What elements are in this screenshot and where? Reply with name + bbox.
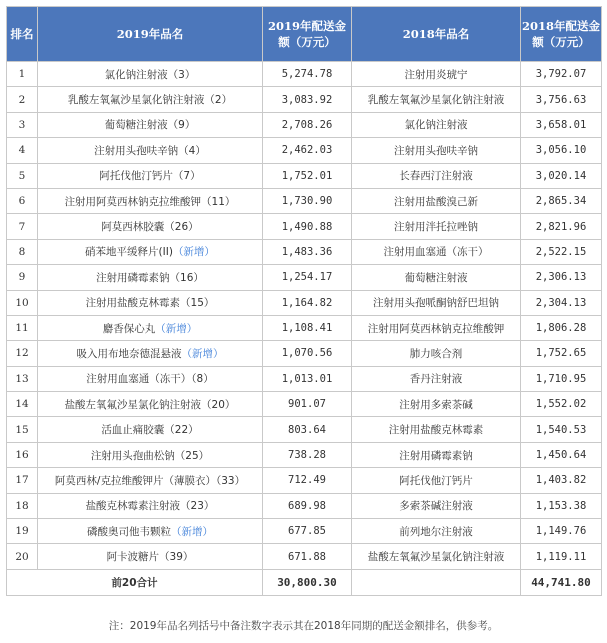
rank-cell: 15 bbox=[7, 417, 38, 442]
drug-name-2019: 葡萄糖注射液（9） bbox=[104, 119, 196, 132]
table-row bbox=[7, 265, 602, 290]
rank-cell: 17 bbox=[7, 468, 38, 493]
name-2018-cell: 注射用头孢哌酮钠舒巴坦钠 bbox=[352, 290, 521, 315]
name-2019-cell bbox=[38, 239, 263, 264]
name-2018-cell: 乳酸左氧氟沙星氯化钠注射液 bbox=[352, 87, 521, 112]
drug-name-2019: 阿托伐他汀钙片（7） bbox=[99, 170, 201, 183]
drug-name-2019: 注射用盐酸克林霉素（15） bbox=[85, 297, 215, 310]
amount-2018-cell: 1,752.65 bbox=[521, 341, 602, 366]
amount-2018-cell: 3,756.63 bbox=[521, 87, 602, 112]
drug-name-2019: 盐酸左氧氟沙星氯化钠注射液（20） bbox=[64, 398, 236, 411]
name-2018-cell: 长春西汀注射液 bbox=[352, 163, 521, 188]
amount-2019-cell: 1,483.36 bbox=[263, 239, 352, 264]
name-2019-cell bbox=[38, 138, 263, 163]
name-2018-cell: 注射用多索茶碱 bbox=[352, 392, 521, 417]
rank-cell: 4 bbox=[7, 138, 38, 163]
name-2019-cell bbox=[38, 265, 263, 290]
total-amount-2019: 30,800.30 bbox=[263, 569, 352, 595]
name-2019-cell bbox=[38, 468, 263, 493]
name-2018-cell: 前列地尔注射液 bbox=[352, 519, 521, 544]
rank-cell: 6 bbox=[7, 188, 38, 213]
amount-2018-cell: 1,710.95 bbox=[521, 366, 602, 391]
amount-2019-cell: 738.28 bbox=[263, 442, 352, 467]
name-2019-cell bbox=[38, 519, 263, 544]
rank-cell: 20 bbox=[7, 544, 38, 569]
name-2018-cell: 注射用炎琥宁 bbox=[352, 62, 521, 87]
table-row bbox=[7, 315, 602, 340]
name-2018-cell: 肺力咳合剂 bbox=[352, 341, 521, 366]
new-tag: （新增） bbox=[155, 322, 198, 335]
rank-cell: 13 bbox=[7, 366, 38, 391]
total-empty-cell bbox=[352, 569, 521, 595]
table-body bbox=[7, 62, 602, 570]
amount-2019-cell: 1,254.17 bbox=[263, 265, 352, 290]
name-2018-cell: 盐酸左氧氟沙星氯化钠注射液 bbox=[352, 544, 521, 569]
table-row bbox=[7, 417, 602, 442]
total-amount-2018: 44,741.80 bbox=[521, 569, 602, 595]
amount-2018-cell: 3,658.01 bbox=[521, 112, 602, 137]
total-row bbox=[7, 569, 602, 595]
header-name-2018: 2018年品名 bbox=[352, 7, 521, 62]
footnote: 注：2019年品名列括号中备注数字表示其在2018年同期的配送金额排名，供参考。 bbox=[108, 620, 499, 632]
amount-2019-cell: 803.64 bbox=[263, 417, 352, 442]
table-row bbox=[7, 62, 602, 87]
rank-cell: 9 bbox=[7, 265, 38, 290]
header-row bbox=[7, 7, 602, 62]
ranking-table bbox=[6, 6, 602, 596]
drug-name-2019: 麝香保心丸 bbox=[102, 322, 156, 335]
name-2019-cell bbox=[38, 341, 263, 366]
drug-name-2019: 乳酸左氧氟沙星氯化钠注射液（2） bbox=[67, 94, 233, 107]
amount-2018-cell: 3,056.10 bbox=[521, 138, 602, 163]
amount-2018-cell: 1,552.02 bbox=[521, 392, 602, 417]
table-row bbox=[7, 112, 602, 137]
drug-name-2019: 注射用血塞通（冻干）（8） bbox=[86, 373, 214, 386]
name-2019-cell bbox=[38, 417, 263, 442]
name-2019-cell bbox=[38, 392, 263, 417]
amount-2019-cell: 1,730.90 bbox=[263, 188, 352, 213]
name-2018-cell: 注射用血塞通（冻干） bbox=[352, 239, 521, 264]
table-row bbox=[7, 468, 602, 493]
new-tag: （新增） bbox=[172, 246, 215, 259]
table-row bbox=[7, 544, 602, 569]
rank-cell: 7 bbox=[7, 214, 38, 239]
amount-2019-cell: 1,013.01 bbox=[263, 366, 352, 391]
amount-2018-cell: 2,304.13 bbox=[521, 290, 602, 315]
rank-cell: 18 bbox=[7, 493, 38, 518]
name-2018-cell: 香丹注射液 bbox=[352, 366, 521, 391]
amount-2018-cell: 1,540.53 bbox=[521, 417, 602, 442]
amount-2018-cell: 2,522.15 bbox=[521, 239, 602, 264]
drug-name-2019: 阿莫西林/克拉维酸钾片（薄膜衣）（33） bbox=[54, 474, 246, 487]
table-row bbox=[7, 392, 602, 417]
rank-cell: 12 bbox=[7, 341, 38, 366]
name-2018-cell: 多索茶碱注射液 bbox=[352, 493, 521, 518]
table-row bbox=[7, 87, 602, 112]
name-2018-cell: 注射用磷霉素钠 bbox=[352, 442, 521, 467]
table-row bbox=[7, 239, 602, 264]
table-row bbox=[7, 442, 602, 467]
amount-2019-cell: 1,070.56 bbox=[263, 341, 352, 366]
rank-cell: 14 bbox=[7, 392, 38, 417]
table-row bbox=[7, 366, 602, 391]
amount-2019-cell: 2,708.26 bbox=[263, 112, 352, 137]
new-tag: （新增） bbox=[181, 347, 224, 360]
name-2019-cell bbox=[38, 188, 263, 213]
name-2019-cell bbox=[38, 366, 263, 391]
table-row bbox=[7, 493, 602, 518]
drug-name-2019: 阿卡波糖片（39） bbox=[106, 551, 194, 564]
drug-name-2019: 活血止痛胶囊（22） bbox=[101, 424, 199, 437]
name-2018-cell: 氯化钠注射液 bbox=[352, 112, 521, 137]
rank-cell: 1 bbox=[7, 62, 38, 87]
amount-2019-cell: 5,274.78 bbox=[263, 62, 352, 87]
table-row bbox=[7, 214, 602, 239]
amount-2018-cell: 1,149.76 bbox=[521, 519, 602, 544]
name-2019-cell bbox=[38, 315, 263, 340]
rank-cell: 5 bbox=[7, 163, 38, 188]
drug-name-2019: 注射用磷霉素钠（16） bbox=[96, 271, 204, 284]
amount-2019-cell: 677.85 bbox=[263, 519, 352, 544]
name-2018-cell: 注射用盐酸克林霉素 bbox=[352, 417, 521, 442]
name-2019-cell bbox=[38, 87, 263, 112]
table-row bbox=[7, 519, 602, 544]
drug-name-2019: 注射用头孢呋辛钠（4） bbox=[94, 144, 206, 157]
name-2019-cell bbox=[38, 544, 263, 569]
rank-cell: 16 bbox=[7, 442, 38, 467]
rank-cell: 10 bbox=[7, 290, 38, 315]
drug-name-2019: 吸入用布地奈德混悬液 bbox=[76, 347, 182, 360]
name-2019-cell bbox=[38, 163, 263, 188]
name-2018-cell: 注射用头孢呋辛钠 bbox=[352, 138, 521, 163]
drug-name-2019: 注射用阿莫西林钠克拉维酸钾（11） bbox=[64, 195, 236, 208]
amount-2018-cell: 1,450.64 bbox=[521, 442, 602, 467]
amount-2019-cell: 689.98 bbox=[263, 493, 352, 518]
amount-2019-cell: 3,083.92 bbox=[263, 87, 352, 112]
amount-2018-cell: 3,792.07 bbox=[521, 62, 602, 87]
amount-2019-cell: 2,462.03 bbox=[263, 138, 352, 163]
total-label: 前20合计 bbox=[7, 569, 263, 595]
amount-2019-cell: 901.07 bbox=[263, 392, 352, 417]
amount-2019-cell: 1,164.82 bbox=[263, 290, 352, 315]
table-row bbox=[7, 290, 602, 315]
drug-name-2019: 盐酸克林霉素注射液（23） bbox=[85, 500, 215, 513]
header-rank: 排名 bbox=[7, 7, 38, 62]
amount-2018-cell: 1,119.11 bbox=[521, 544, 602, 569]
rank-cell: 8 bbox=[7, 239, 38, 264]
rank-cell: 2 bbox=[7, 87, 38, 112]
drug-name-2019: 氯化钠注射液（3） bbox=[104, 68, 196, 81]
drug-name-2019: 阿莫西林胶囊（26） bbox=[101, 221, 199, 234]
rank-cell: 3 bbox=[7, 112, 38, 137]
amount-2018-cell: 1,403.82 bbox=[521, 468, 602, 493]
amount-2018-cell: 2,306.13 bbox=[521, 265, 602, 290]
name-2018-cell: 注射用盐酸溴己新 bbox=[352, 188, 521, 213]
name-2019-cell bbox=[38, 442, 263, 467]
amount-2018-cell: 3,020.14 bbox=[521, 163, 602, 188]
drug-name-2019: 磷酸奥司他韦颗粒 bbox=[87, 525, 171, 538]
table-row bbox=[7, 188, 602, 213]
name-2019-cell bbox=[38, 112, 263, 137]
amount-2019-cell: 1,108.41 bbox=[263, 315, 352, 340]
amount-2019-cell: 1,752.01 bbox=[263, 163, 352, 188]
table-row bbox=[7, 138, 602, 163]
amount-2018-cell: 2,865.34 bbox=[521, 188, 602, 213]
name-2018-cell: 注射用泮托拉唑钠 bbox=[352, 214, 521, 239]
rank-cell: 19 bbox=[7, 519, 38, 544]
header-amount-2018: 2018年配送金额（万元） bbox=[521, 7, 602, 62]
header-amount-2019: 2019年配送金额（万元） bbox=[263, 7, 352, 62]
amount-2018-cell: 1,806.28 bbox=[521, 315, 602, 340]
amount-2019-cell: 671.88 bbox=[263, 544, 352, 569]
table-row bbox=[7, 163, 602, 188]
drug-name-2019: 注射用头孢曲松钠（25） bbox=[90, 449, 210, 462]
table-row bbox=[7, 341, 602, 366]
amount-2019-cell: 1,490.88 bbox=[263, 214, 352, 239]
amount-2018-cell: 1,153.38 bbox=[521, 493, 602, 518]
name-2019-cell bbox=[38, 214, 263, 239]
name-2019-cell bbox=[38, 493, 263, 518]
name-2019-cell bbox=[38, 290, 263, 315]
amount-2019-cell: 712.49 bbox=[263, 468, 352, 493]
new-tag: （新增） bbox=[171, 525, 213, 538]
amount-2018-cell: 2,821.96 bbox=[521, 214, 602, 239]
name-2018-cell: 葡萄糖注射液 bbox=[352, 265, 521, 290]
drug-name-2019: 硝苯地平缓释片(II) bbox=[85, 246, 173, 259]
header-name-2019: 2019年品名 bbox=[38, 7, 263, 62]
name-2018-cell: 注射用阿莫西林钠克拉维酸钾 bbox=[352, 315, 521, 340]
name-2019-cell bbox=[38, 62, 263, 87]
rank-cell: 11 bbox=[7, 315, 38, 340]
name-2018-cell: 阿托伐他汀钙片 bbox=[352, 468, 521, 493]
